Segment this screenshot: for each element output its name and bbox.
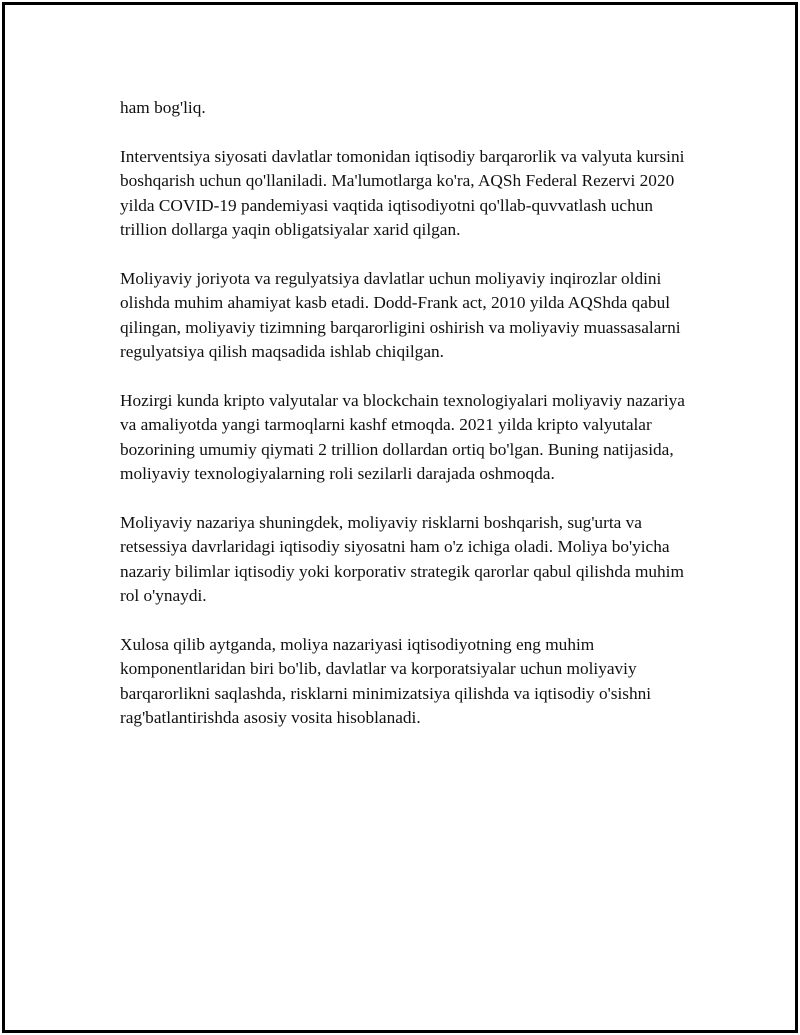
paragraph-3: Moliyaviy joriyota va regulyatsiya davlatlar uchun moliyaviy inqirozlar oldini olishda muhim ahamiyat kasb etadi. Dodd-Frank act, 2010 yilda AQShda qabul qilingan, moliyaviy tizimning barqarorligini oshirish va moliyaviy muassasalarni regulyatsiya qilish maqsadida ishlab chiqilgan. [120, 268, 681, 362]
paragraph-5: Moliyaviy nazariya shuningdek, moliyaviy risklarni boshqarish, sug'urta va retsessiya davrlaridagi iqtisodiy siyosatni ham o'z ichiga oladi. Moliya bo'yicha nazariy bilimlar iqtisodiy yoki korporativ strategik qarorlar qabul qilishda muhim rol o'ynaydi. [120, 512, 684, 606]
document-page [2, 2, 798, 1033]
paragraph-6: Xulosa qilib aytganda, moliya nazariyasi iqtisodiyotning eng muhim komponentlaridan biri bo'lib, davlatlar va korporatsiyalar uchun moliyaviy barqarorlikni saqlashda, risklarni minimizatsiya qilishda va iqtisodiy o'sishni rag'batlantirishda asosiy vosita hisoblanadi. [120, 634, 652, 728]
document-body [120, 96, 690, 755]
paragraph-4: Hozirgi kunda kripto valyutalar va blockchain texnologiyalari moliyaviy nazariya va amaliyotda yangi tarmoqlarni kashf etmoqda. 2021 yilda kripto valyutalar bozorining umumiy qiymati 2 trillion dollardan ortiq bo'lgan. Buning natijasida, moliyaviy texnologiyalarning roli sezilarli darajada oshmoqda. [120, 390, 685, 484]
paragraph-1: ham bog'liq. [120, 98, 206, 117]
paragraph-2: Interventsiya siyosati davlatlar tomonidan iqtisodiy barqarorlik va valyuta kursini boshqarish uchun qo'llaniladi. Ma'lumotlarga ko'ra, AQSh Federal Rezervi 2020 yilda COVID-19 pandemiyasi vaqtida iqtisodiyotni qo'llab-quvvatlash uchun trillion dollarga yaqin obligatsiyalar xarid qilgan. [120, 146, 685, 240]
